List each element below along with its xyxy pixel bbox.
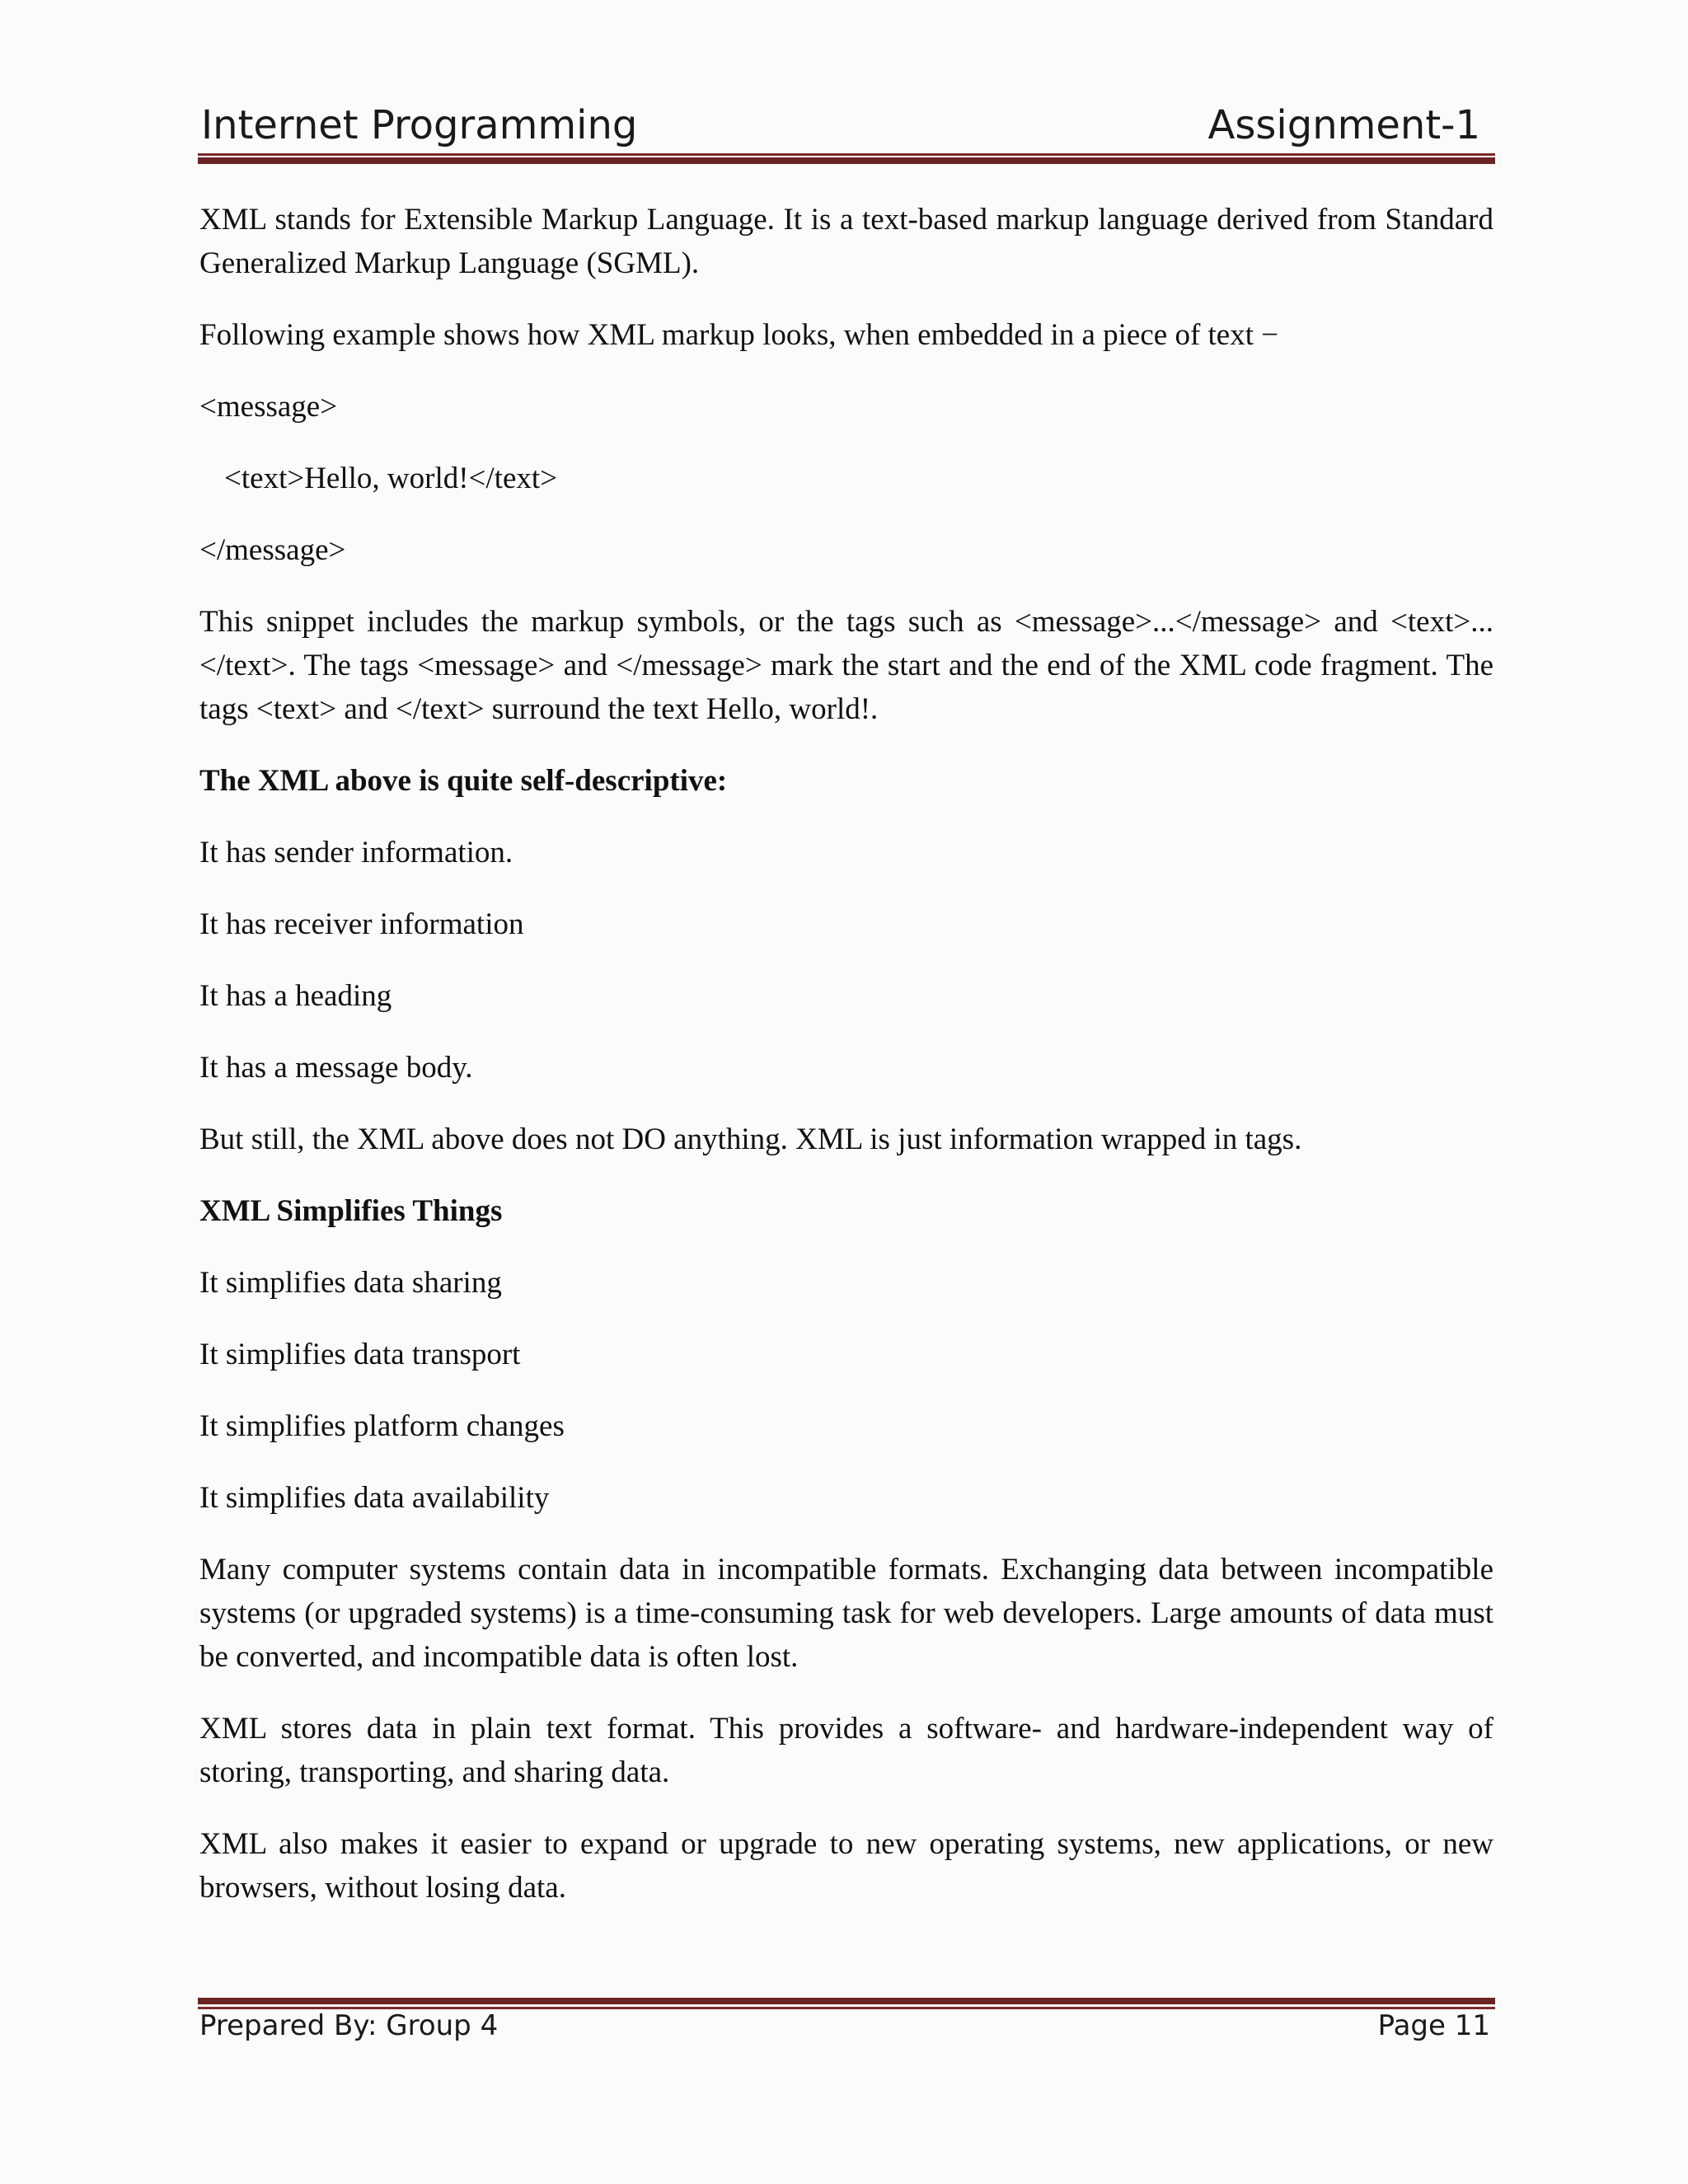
heading-self-descriptive: The XML above is quite self-descriptive: bbox=[199, 764, 728, 798]
header-assignment: Assignment-1 bbox=[1207, 102, 1480, 148]
paragraph-incompatible: Many computer systems contain data in incompatible formats. Exchanging data between incompatible systems (or upgraded systems) is a time-consuming task for web developers. Large amounts of data must be converted, and incompatible data is often lost. bbox=[199, 1553, 1493, 1674]
paragraph-snippet: This snippet includes the markup symbols, or the tags such as <message>...</message> and <text>... </text>. The tags <message> and </message> mark the start and the end of the XML code fragment. The tags <text> and </text> surround the text Hello, world!. bbox=[199, 605, 1493, 726]
list-item: It has sender information. bbox=[199, 836, 513, 869]
list-item: It simplifies data availability bbox=[199, 1481, 550, 1515]
list-item: It simplifies data sharing bbox=[199, 1266, 502, 1300]
list-item: It has a message body. bbox=[199, 1051, 473, 1085]
list-item: It has a heading bbox=[199, 979, 392, 1013]
list-item: It has receiver information bbox=[199, 907, 524, 941]
list-item: It simplifies platform changes bbox=[199, 1409, 565, 1443]
paragraph-example: Following example shows how XML markup looks, when embedded in a piece of text − bbox=[199, 318, 1279, 352]
footer-rule-thick bbox=[198, 1998, 1495, 2004]
paragraph-intro: XML stands for Extensible Markup Language. It is a text-based markup language derived from Standard Generalized Markup Language (SGML). bbox=[199, 203, 1493, 280]
paragraph-but-still: But still, the XML above does not DO anything. XML is just information wrapped in tags. bbox=[199, 1122, 1302, 1156]
page-header bbox=[198, 92, 1495, 157]
header-title: Internet Programming bbox=[201, 102, 638, 148]
paragraph-plain-text: XML stores data in plain text format. This provides a software- and hardware-independent way of storing, transporting, and sharing data. bbox=[199, 1712, 1493, 1789]
paragraph-upgrade: XML also makes it easier to expand or upgrade to new operating systems, new applications, or new browsers, without losing data. bbox=[199, 1827, 1493, 1905]
code-line-message-close: </message> bbox=[199, 533, 346, 567]
code-line-text: <text>Hello, world!</text> bbox=[224, 462, 558, 495]
header-rule-thin bbox=[198, 153, 1495, 156]
code-line-message-open: <message> bbox=[199, 390, 338, 424]
list-item: It simplifies data transport bbox=[199, 1338, 521, 1371]
footer-page-number: Page 11 bbox=[1377, 2009, 1490, 2042]
document-body bbox=[199, 198, 1493, 1938]
footer-prepared-by: Prepared By: Group 4 bbox=[199, 2009, 499, 2042]
heading-simplifies: XML Simplifies Things bbox=[199, 1194, 503, 1228]
header-rule-thick bbox=[198, 157, 1495, 164]
